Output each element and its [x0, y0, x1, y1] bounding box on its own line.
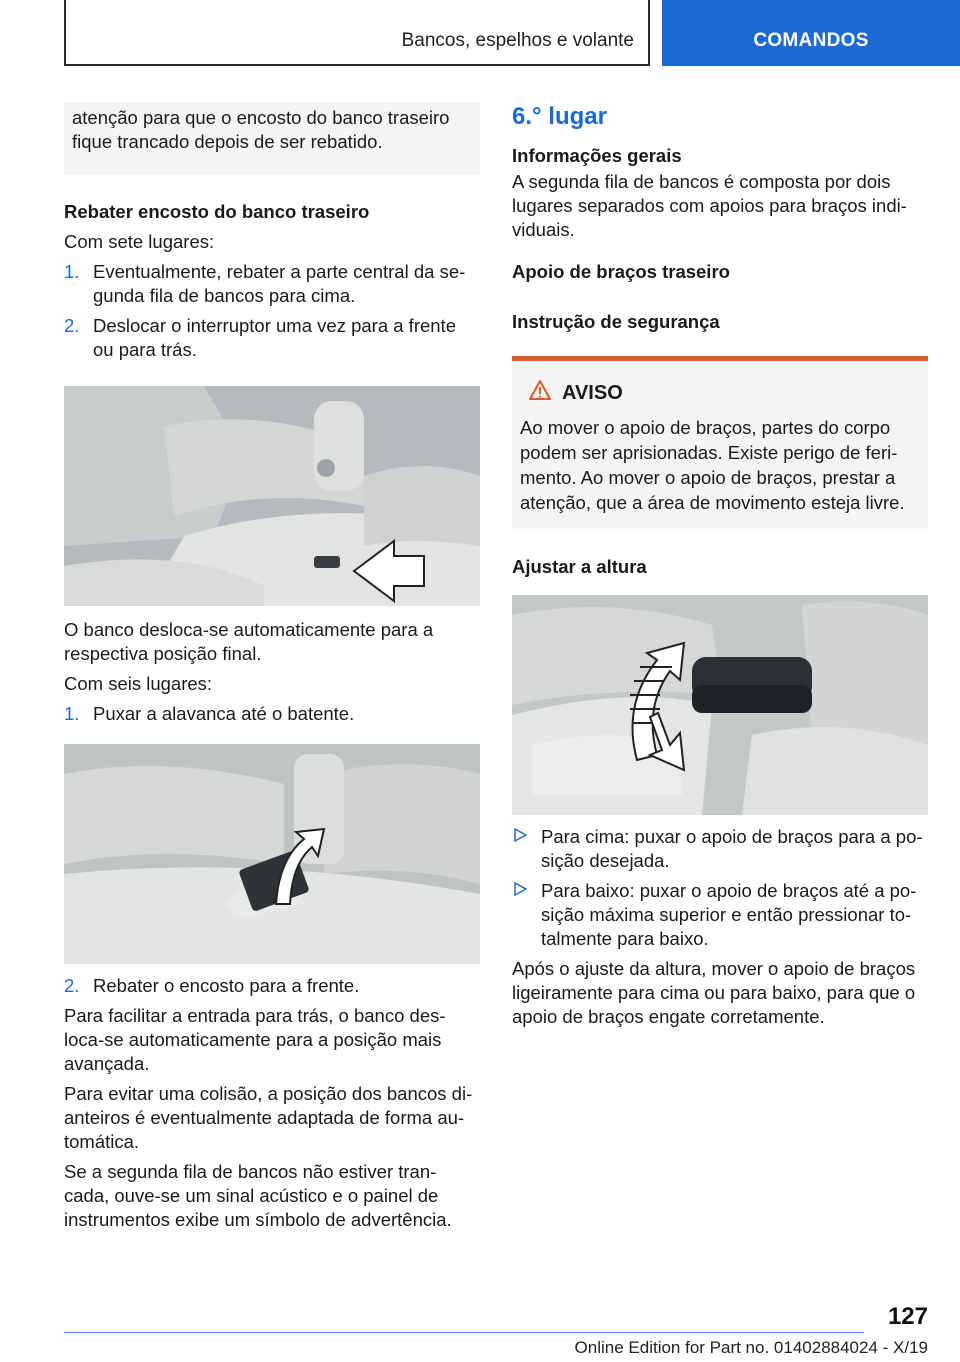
step-text: Deslocar o interruptor uma vez para a frente ou para trás.: [93, 315, 456, 360]
armrest-illustration: [512, 595, 928, 815]
warning-header: [528, 379, 920, 407]
paragraph: Para facilitar a entrada para trás, o banco des- loca-se automaticamente para a posição mais avançada.: [64, 1005, 446, 1074]
final-text: Após o ajuste da altura, mover o apoio de braços ligeiramente para cima ou para baixo, para que o apoio de braços engate corretamente.: [512, 958, 916, 1027]
warning-triangle-icon: [528, 379, 552, 407]
right-column: [512, 102, 928, 1029]
step-number: 1.: [64, 703, 80, 724]
list-item: [512, 825, 928, 873]
header-tab-label: COMANDOS: [753, 30, 869, 51]
step-text: Rebater o encosto para a frente.: [93, 975, 360, 996]
footer-edition: Online Edition for Part no. 01402884024 - X/19: [574, 1338, 928, 1357]
seat-switch-illustration: [64, 386, 480, 606]
seven-seats-label: Com sete lugares:: [64, 231, 215, 252]
footer-divider: [64, 1332, 864, 1333]
step-number: 1.: [64, 261, 80, 282]
steps-six-seats-cont: [64, 974, 480, 998]
left-column: [64, 102, 480, 1232]
header-tab-comandos[interactable]: [662, 0, 960, 66]
list-item: [64, 260, 480, 308]
bullet-text: Para baixo: puxar o apoio de braços até a po- sição máxima superior e então pressionar to- talmente para baixo.: [541, 880, 917, 949]
header-section-box: [64, 0, 650, 66]
figure-armrest: [512, 595, 928, 815]
bullet-triangle-icon: [514, 828, 527, 842]
list-item: [64, 314, 480, 362]
six-seats-label: Com seis lugares:: [64, 673, 213, 694]
list-item: [64, 702, 480, 726]
warning-box: [512, 356, 928, 529]
bullet-triangle-icon: [514, 882, 527, 896]
step-number: 2.: [64, 975, 80, 996]
armrest-heading: Apoio de braços traseiro: [512, 261, 730, 282]
section-title: 6.° lugar: [512, 103, 607, 130]
seat-lever-illustration: [64, 744, 480, 964]
after-figure-text: O banco desloca-se automaticamente para a respectiva posição final.: [64, 619, 434, 664]
adjust-bullets: [512, 825, 928, 951]
bullet-text: Para cima: puxar o apoio de braços para a po- sição desejada.: [541, 826, 923, 871]
paragraph: Se a segunda fila de bancos não estiver tran- cada, ouve-se um sinal acústico e o painel de instrumentos exibe um símbolo de advertência.: [64, 1161, 452, 1230]
general-info-heading: Informações gerais: [512, 145, 682, 166]
warning-title: AVISO: [562, 382, 623, 404]
figure-seat-lever: [64, 744, 480, 964]
safety-heading: Instrução de segurança: [512, 311, 720, 332]
list-item: [64, 974, 480, 998]
height-adjust-heading: Ajustar a altura: [512, 556, 647, 577]
header-section-title: Bancos, espelhos e volante: [401, 30, 634, 51]
general-info-text: A segunda fila de bancos é composta por dois lugares separados com apoios para braços indi- viduais.: [512, 171, 907, 240]
warning-text: Ao mover o apoio de braços, partes do corpo podem ser aprisionadas. Existe perigo de feri- mento. Ao mover o apoio de braços, prestar a atenção, que a área de movimento esteja livre.: [520, 417, 905, 513]
step-text: Puxar a alavanca até o batente.: [93, 703, 355, 724]
step-text: Eventualmente, rebater a parte central da se- gunda fila de bancos para cima.: [93, 261, 466, 306]
steps-seven-seats: [64, 260, 480, 362]
step-number: 2.: [64, 315, 80, 336]
note-box: atenção para que o encosto do banco traseiro fique trancado depois de ser rebatido.: [64, 102, 480, 174]
figure-seat-switch: [64, 386, 480, 606]
list-item: [512, 879, 928, 951]
page-number: 127: [887, 1303, 928, 1330]
fold-backrest-heading: Rebater encosto do banco traseiro: [64, 201, 370, 222]
paragraph: Para evitar uma colisão, a posição dos bancos di- anteiros é eventualmente adaptada de forma au- tomática.: [64, 1083, 473, 1152]
steps-six-seats: [64, 702, 480, 726]
